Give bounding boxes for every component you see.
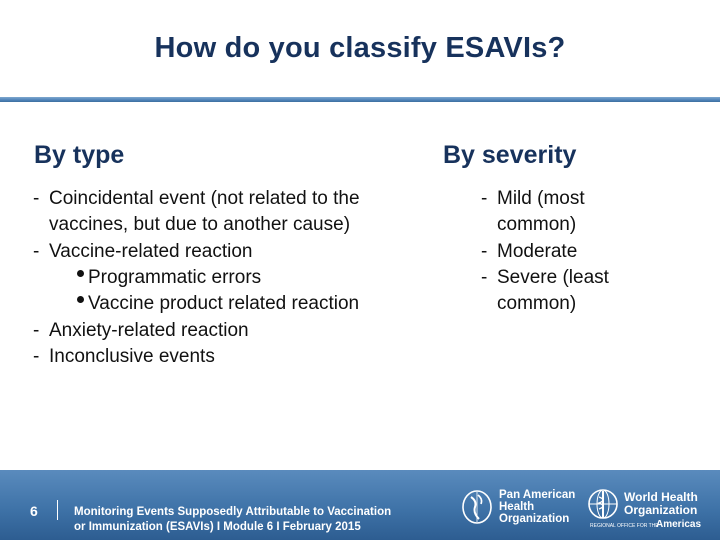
- type-item-inconclusive: Inconclusive events: [49, 346, 215, 367]
- type-item-coincidental: Coincidental event (not related to the: [49, 188, 360, 209]
- page-separator: [57, 500, 58, 520]
- type-subitem-product: Vaccine product related reaction: [88, 293, 360, 314]
- paho-name: [499, 489, 575, 525]
- severity-item-severe-cont: common): [497, 293, 577, 314]
- dash-marker: -: [481, 267, 488, 288]
- type-item-coincidental-cont: vaccines, but due to another cause): [49, 214, 351, 235]
- bullet-dot: [77, 296, 84, 303]
- type-subitem-programmatic: Programmatic errors: [88, 267, 262, 288]
- footer-caption-line2: or Immunization (ESAVIs) I Module 6 I February 2015: [74, 521, 361, 533]
- who-region-small: REGIONAL OFFICE FOR THE: [590, 523, 659, 529]
- severity-item-mild-cont: common): [497, 214, 577, 235]
- severity-item-severe: Severe (least: [497, 267, 609, 288]
- dash-marker: -: [33, 241, 40, 262]
- footer-caption: [74, 505, 391, 535]
- severity-item-moderate: Moderate: [497, 241, 578, 262]
- who-name: [624, 491, 698, 517]
- by-severity-heading: By severity: [443, 141, 577, 169]
- who-emblem-icon: [586, 487, 620, 521]
- bullet-dot: [77, 270, 84, 277]
- severity-item-mild: Mild (most: [497, 188, 585, 209]
- slide-title: How do you classify ESAVIs?: [154, 32, 566, 64]
- paho-emblem-icon: [461, 489, 493, 525]
- by-type-heading: By type: [34, 141, 125, 169]
- paho-name-line1: Pan American: [499, 489, 576, 501]
- type-item-vaccine-related: Vaccine-related reaction: [49, 241, 253, 262]
- footer-caption-line1: Monitoring Events Supposedly Attributable to Vaccination: [74, 506, 392, 518]
- paho-name-line3: Organization: [499, 513, 570, 525]
- who-name-line2: Organization: [624, 503, 698, 517]
- who-name-line1: World Health: [624, 490, 698, 504]
- title-underline: [0, 97, 720, 102]
- dash-marker: -: [33, 188, 40, 209]
- type-item-anxiety: Anxiety-related reaction: [49, 320, 249, 341]
- page-number: 6: [30, 503, 38, 519]
- dash-marker: -: [481, 241, 488, 262]
- dash-marker: -: [33, 320, 40, 341]
- who-region-name: Americas: [656, 519, 702, 530]
- dash-marker: -: [33, 346, 40, 367]
- dash-marker: -: [481, 188, 488, 209]
- paho-name-line2: Health: [499, 501, 535, 513]
